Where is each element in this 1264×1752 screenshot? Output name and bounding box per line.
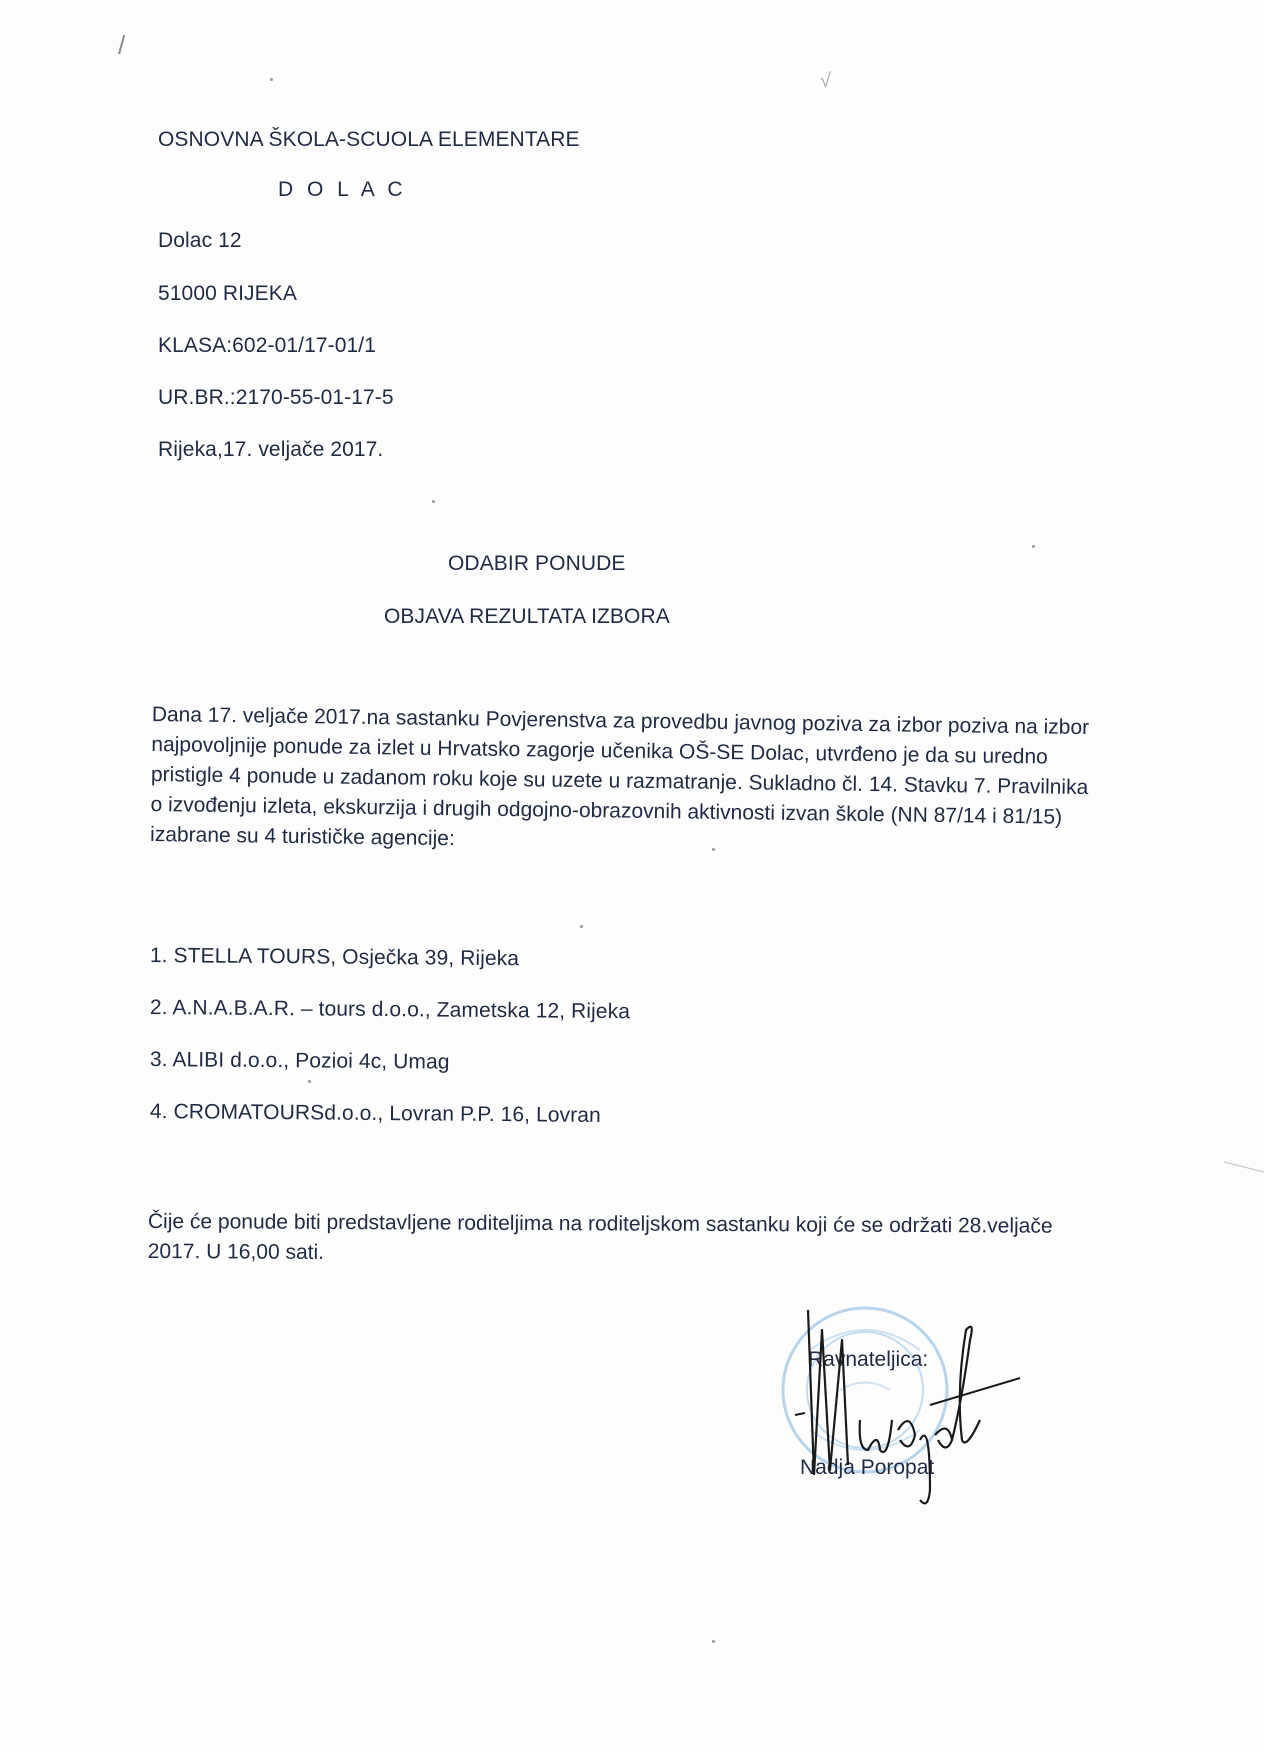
paragraph-line: o izvođenju izleta, ekskurzija i drugih odgojno-obrazovnih aktivnosti izvan škole (NN 87/14 i 81/15) [150,792,1063,829]
address-street: Dolac 12 [158,229,242,252]
agency-list-item: 4. CROMATOURSd.o.o., Lovran P.P. 16, Lovran [149,1100,601,1127]
closing-line: 2017. U 16,00 sati. [147,1239,325,1264]
closing-paragraph [148,1207,1078,1272]
scan-mark-top-right: √ [820,70,831,92]
document-subtitle: OBJAVA REZULTATA IZBORA [384,605,670,628]
paragraph-line: izabrane su 4 turističke agencije: [149,822,455,851]
scan-dot [308,1080,311,1083]
signature-name: Nadja Poropat [800,1456,935,1479]
scan-mark-top-left: / [118,30,126,60]
agency-list-item: 3. ALIBI d.o.o., Pozioi 4c, Umag [149,1048,450,1074]
signature-role: Ravnateljica: [808,1348,929,1371]
scan-dot [580,925,583,928]
document-title: ODABIR PONUDE [448,552,626,575]
scan-dot [1032,545,1035,548]
scan-dot [270,78,273,81]
school-short-name: D O L A C [278,178,407,201]
urbroj-number: UR.BR.:2170-55-01-17-5 [158,386,394,409]
scan-dot [712,1640,715,1643]
address-city: 51000 RIJEKA [158,282,297,305]
closing-line: Čije će ponude biti predstavljene roditeljima na roditeljskom sastanku koji će se održati 28.veljače [147,1210,1053,1238]
agency-list-item: 2. A.N.A.B.A.R. – tours d.o.o., Zametska 12, Rijeka [149,996,631,1024]
handwritten-signature [770,1300,1050,1520]
scan-dot [432,500,435,503]
paragraph-line: najpovoljnije ponude za izlet u Hrvatsko zagorje učenika OŠ-SE Dolac, utvrđeno je da su uredno [151,732,1048,769]
klasa-number: KLASA:602-01/17-01/1 [158,334,376,357]
paragraph-line: pristigle 4 ponude u zadanom roku koje su uzete u razmatranje. Sukladno čl. 14. Stavku 7. Pravilnika [150,762,1089,800]
paragraph-line: Dana 17. veljače 2017.na sastanku Povjerenstva za provedbu javnog poziva za izbor poziva na izbor [151,702,1090,740]
school-name: OSNOVNA ŠKOLA-SCUOLA ELEMENTARE [158,128,580,151]
place-date: Rijeka,17. veljače 2017. [158,438,384,461]
agency-list-item: 1. STELLA TOURS, Osječka 39, Rijeka [149,944,520,971]
body-paragraph [149,700,1090,863]
scan-edge-line [1224,1160,1264,1180]
